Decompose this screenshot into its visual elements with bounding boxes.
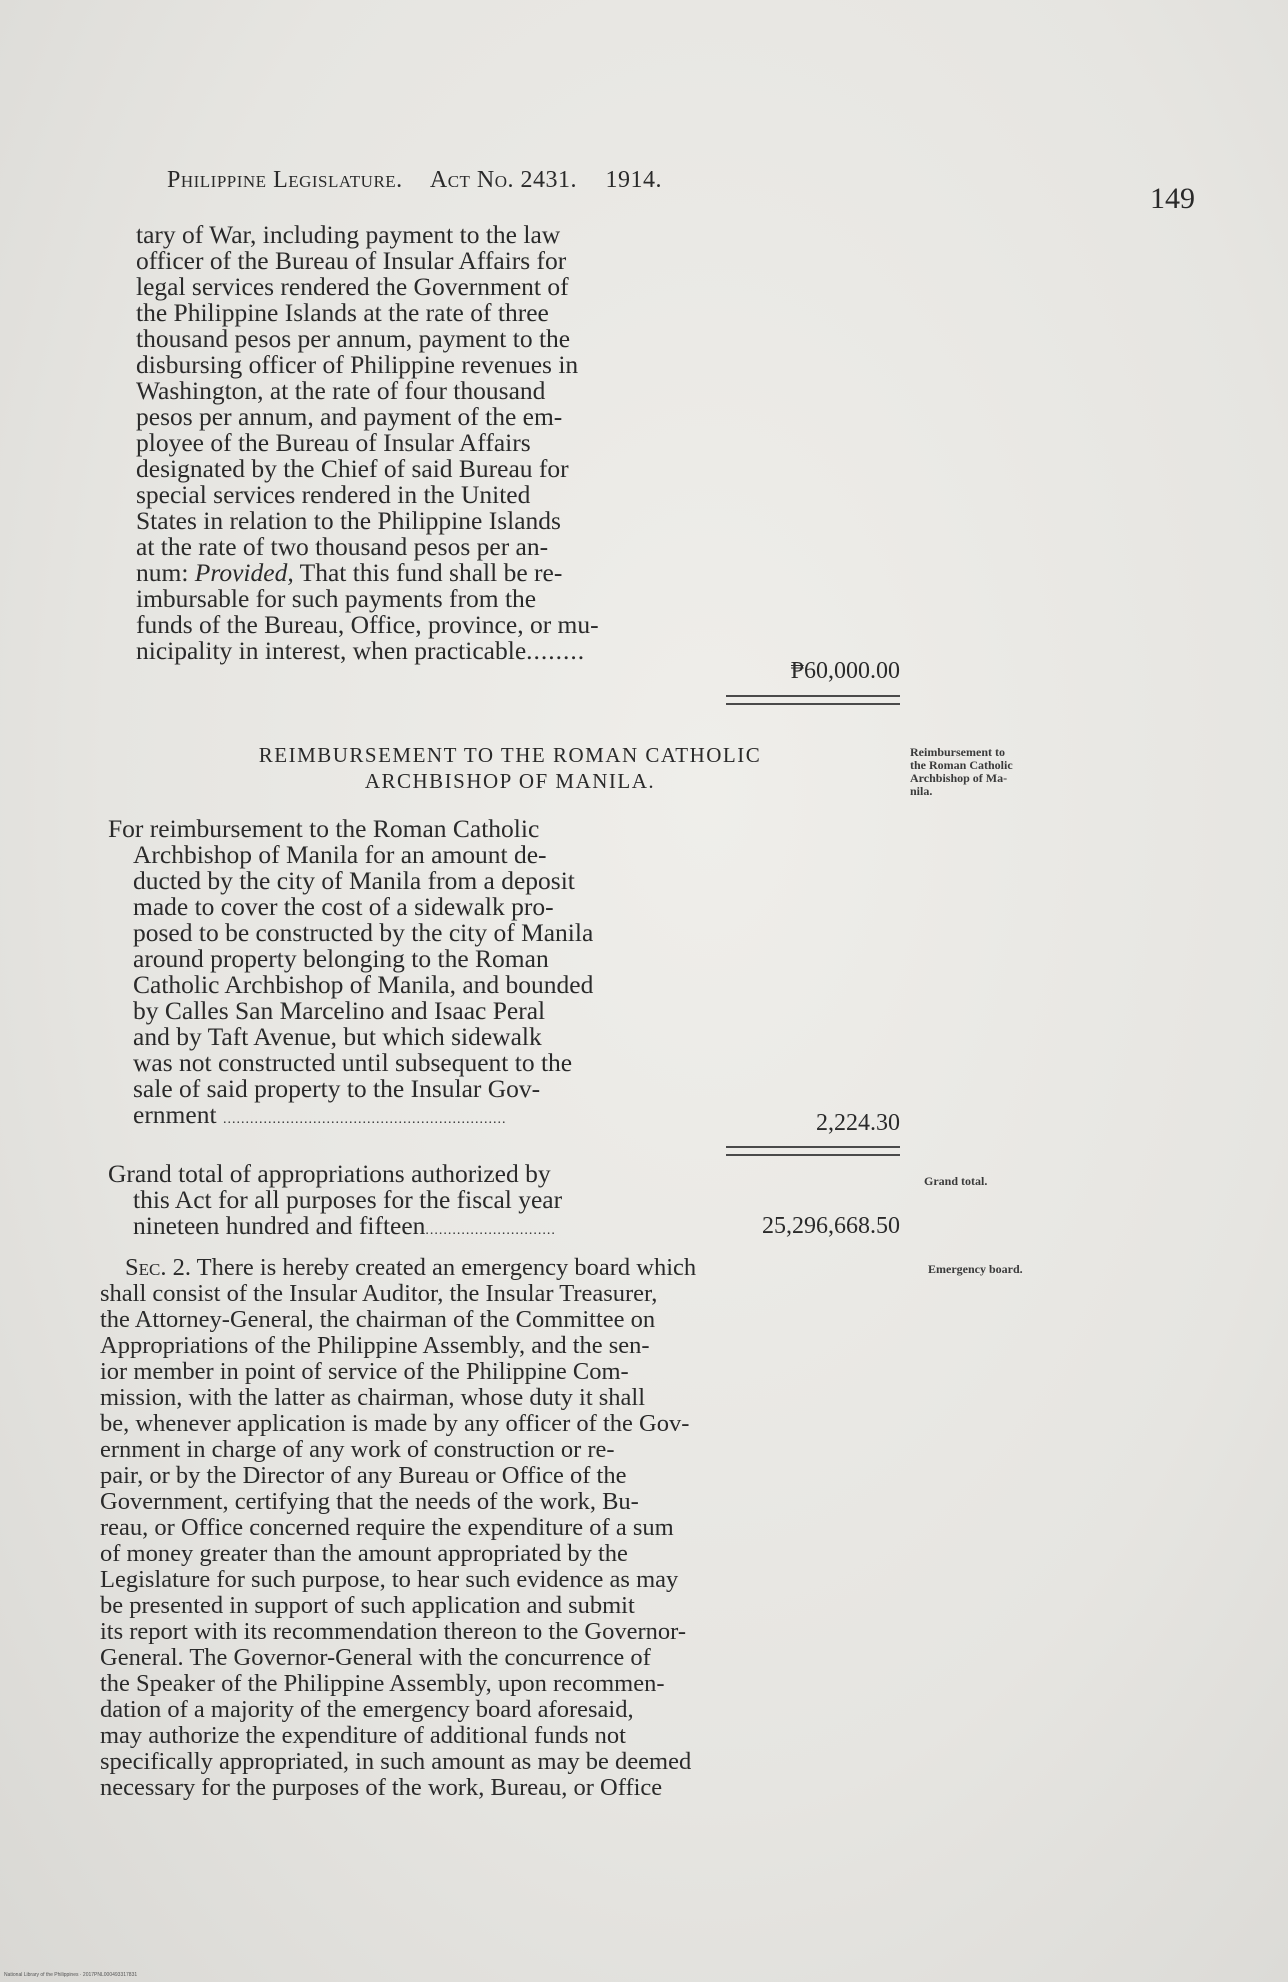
scan-footer: National Library of the Philippines · 2017PNL000493317831 bbox=[4, 1972, 138, 1978]
text-line: Government, certifying that the needs of the work, Bu- bbox=[100, 1488, 639, 1515]
text-line: made to cover the cost of a sidewalk pro- bbox=[133, 892, 554, 921]
text-line: designated by the Chief of said Bureau for bbox=[136, 454, 569, 483]
margin-note-line: nila. bbox=[910, 784, 933, 798]
text-segment: ernment bbox=[133, 1100, 217, 1129]
text-line: Appropriations of the Philippine Assembly, and the sen- bbox=[100, 1332, 650, 1359]
provided-italic: Provided, bbox=[194, 558, 294, 587]
text-segment: nicipality in interest, when practicable bbox=[136, 636, 527, 665]
text-line: ior member in point of service of the Philippine Com- bbox=[100, 1358, 629, 1385]
text-line: and by Taft Avenue, but which sidewalk bbox=[133, 1022, 542, 1051]
text-line bbox=[136, 638, 728, 664]
text-line: ployee of the Bureau of Insular Affairs bbox=[136, 428, 531, 457]
text-line bbox=[108, 1213, 728, 1244]
text-line: reau, or Office concerned require the expenditure of a sum bbox=[100, 1514, 674, 1541]
text-line: tary of War, including payment to the law bbox=[136, 220, 561, 249]
text-line: thousand pesos per annum, payment to the bbox=[136, 324, 571, 353]
text-line: the Speaker of the Philippine Assembly, upon recommen- bbox=[100, 1670, 665, 1697]
text-line: necessary for the purposes of the work, Bureau, or Office bbox=[100, 1774, 663, 1801]
text-line: States in relation to the Philippine Islands bbox=[136, 506, 561, 535]
text-line bbox=[108, 1102, 728, 1133]
text-line: disbursing officer of Philippine revenues in bbox=[136, 350, 579, 379]
text-line: specifically appropriated, in such amount as may be deemed bbox=[100, 1748, 692, 1775]
text-line: For reimbursement to the Roman Catholic bbox=[108, 814, 540, 843]
text-segment: nineteen hundred and fifteen bbox=[133, 1211, 426, 1240]
double-rule bbox=[726, 695, 900, 705]
text-line: of money greater than the amount appropriated by the bbox=[100, 1540, 628, 1567]
margin-note-line: Archbishop of Ma- bbox=[910, 771, 1008, 785]
text-line: at the rate of two thousand pesos per an- bbox=[136, 532, 549, 561]
text-line: Washington, at the rate of four thousand bbox=[136, 376, 546, 405]
text-line: imbursable for such payments from the bbox=[136, 584, 537, 613]
text-segment: That this fund shall be re- bbox=[293, 558, 563, 587]
text-line: shall consist of the Insular Auditor, the Insular Treasurer, bbox=[100, 1280, 658, 1307]
text-line: by Calles San Marcelino and Isaac Peral bbox=[133, 996, 546, 1025]
margin-note-line: the Roman Catholic bbox=[910, 758, 1013, 772]
page-number: 149 bbox=[1150, 182, 1195, 215]
amount-block1: ₱60,000.00 bbox=[790, 658, 900, 684]
section-2-paragraph bbox=[100, 1255, 896, 1801]
text-line: special services rendered in the United bbox=[136, 480, 531, 509]
leader-dots: ........ bbox=[526, 636, 586, 665]
text-line: this Act for all purposes for the fiscal year bbox=[133, 1185, 563, 1214]
text-line: mission, with the latter as chairman, whose duty it shall bbox=[100, 1384, 646, 1411]
header-legislature: Philippine Legislature. bbox=[167, 167, 403, 193]
text-line bbox=[100, 1255, 896, 1281]
text-line: dation of a majority of the emergency board aforesaid, bbox=[100, 1696, 634, 1723]
text-segment: There is hereby created an emergency board which bbox=[190, 1254, 697, 1281]
section-title-line: ARCHBISHOP OF MANILA. bbox=[364, 769, 656, 793]
margin-note-line: Reimbursement to bbox=[910, 745, 1005, 759]
text-line: the Attorney-General, the chairman of the Committee on bbox=[100, 1306, 656, 1333]
text-line: Legislature for such purpose, to hear such evidence as may bbox=[100, 1566, 679, 1593]
margin-note-emergency-board: Emergency board. bbox=[928, 1262, 1023, 1276]
text-line: ernment in charge of any work of construction or re- bbox=[100, 1436, 615, 1463]
appropriation-paragraph-1 bbox=[136, 222, 728, 664]
text-line: be presented in support of such application and submit bbox=[100, 1592, 635, 1619]
section-label: Sec. 2. bbox=[125, 1254, 191, 1281]
appropriation-paragraph-2 bbox=[108, 816, 728, 1133]
text-line: pair, or by the Director of any Bureau or Office of the bbox=[100, 1462, 627, 1489]
amount-grand-total: 25,296,668.50 bbox=[762, 1213, 900, 1239]
leader-dots: ............................. bbox=[425, 1223, 556, 1238]
text-line: Catholic Archbishop of Manila, and bounded bbox=[133, 970, 594, 999]
text-line: sale of said property to the Insular Gov- bbox=[133, 1074, 541, 1103]
amount-block2: 2,224.30 bbox=[816, 1110, 900, 1136]
text-line: its report with its recommendation thereon to the Governor- bbox=[100, 1618, 686, 1645]
grand-total-paragraph bbox=[108, 1161, 728, 1244]
text-line: Grand total of appropriations authorized by bbox=[108, 1159, 551, 1188]
margin-note-reimbursement bbox=[910, 746, 1100, 798]
text-line: pesos per annum, and payment of the em- bbox=[136, 402, 563, 431]
section-title-line: REIMBURSEMENT TO THE ROMAN CATHOLIC bbox=[258, 743, 762, 767]
text-segment: num: bbox=[136, 558, 195, 587]
text-line: officer of the Bureau of Insular Affairs for bbox=[136, 246, 567, 275]
header-act: Act No. 2431. bbox=[429, 167, 578, 193]
text-line: be, whenever application is made by any officer of the Gov- bbox=[100, 1410, 690, 1437]
text-line: posed to be constructed by the city of Manila bbox=[133, 918, 594, 947]
text-line: legal services rendered the Government of bbox=[136, 272, 569, 301]
text-line: Archbishop of Manila for an amount de- bbox=[133, 840, 547, 869]
text-line: General. The Governor-General with the concurrence of bbox=[100, 1644, 651, 1671]
text-line: ducted by the city of Manila from a deposit bbox=[133, 866, 575, 895]
text-line: funds of the Bureau, Office, province, or mu- bbox=[136, 610, 599, 639]
leader-dots: ............................................................... bbox=[222, 1112, 507, 1127]
double-rule bbox=[726, 1146, 900, 1156]
text-line: the Philippine Islands at the rate of three bbox=[136, 298, 549, 327]
text-line: around property belonging to the Roman bbox=[133, 944, 549, 973]
text-line: may authorize the expenditure of additional funds not bbox=[100, 1722, 626, 1749]
text-line bbox=[136, 560, 728, 586]
text-line: was not constructed until subsequent to the bbox=[133, 1048, 573, 1077]
section-title bbox=[190, 742, 830, 794]
header-year: 1914. bbox=[605, 167, 663, 193]
margin-note-grand-total: Grand total. bbox=[924, 1174, 988, 1188]
running-header bbox=[167, 167, 684, 194]
